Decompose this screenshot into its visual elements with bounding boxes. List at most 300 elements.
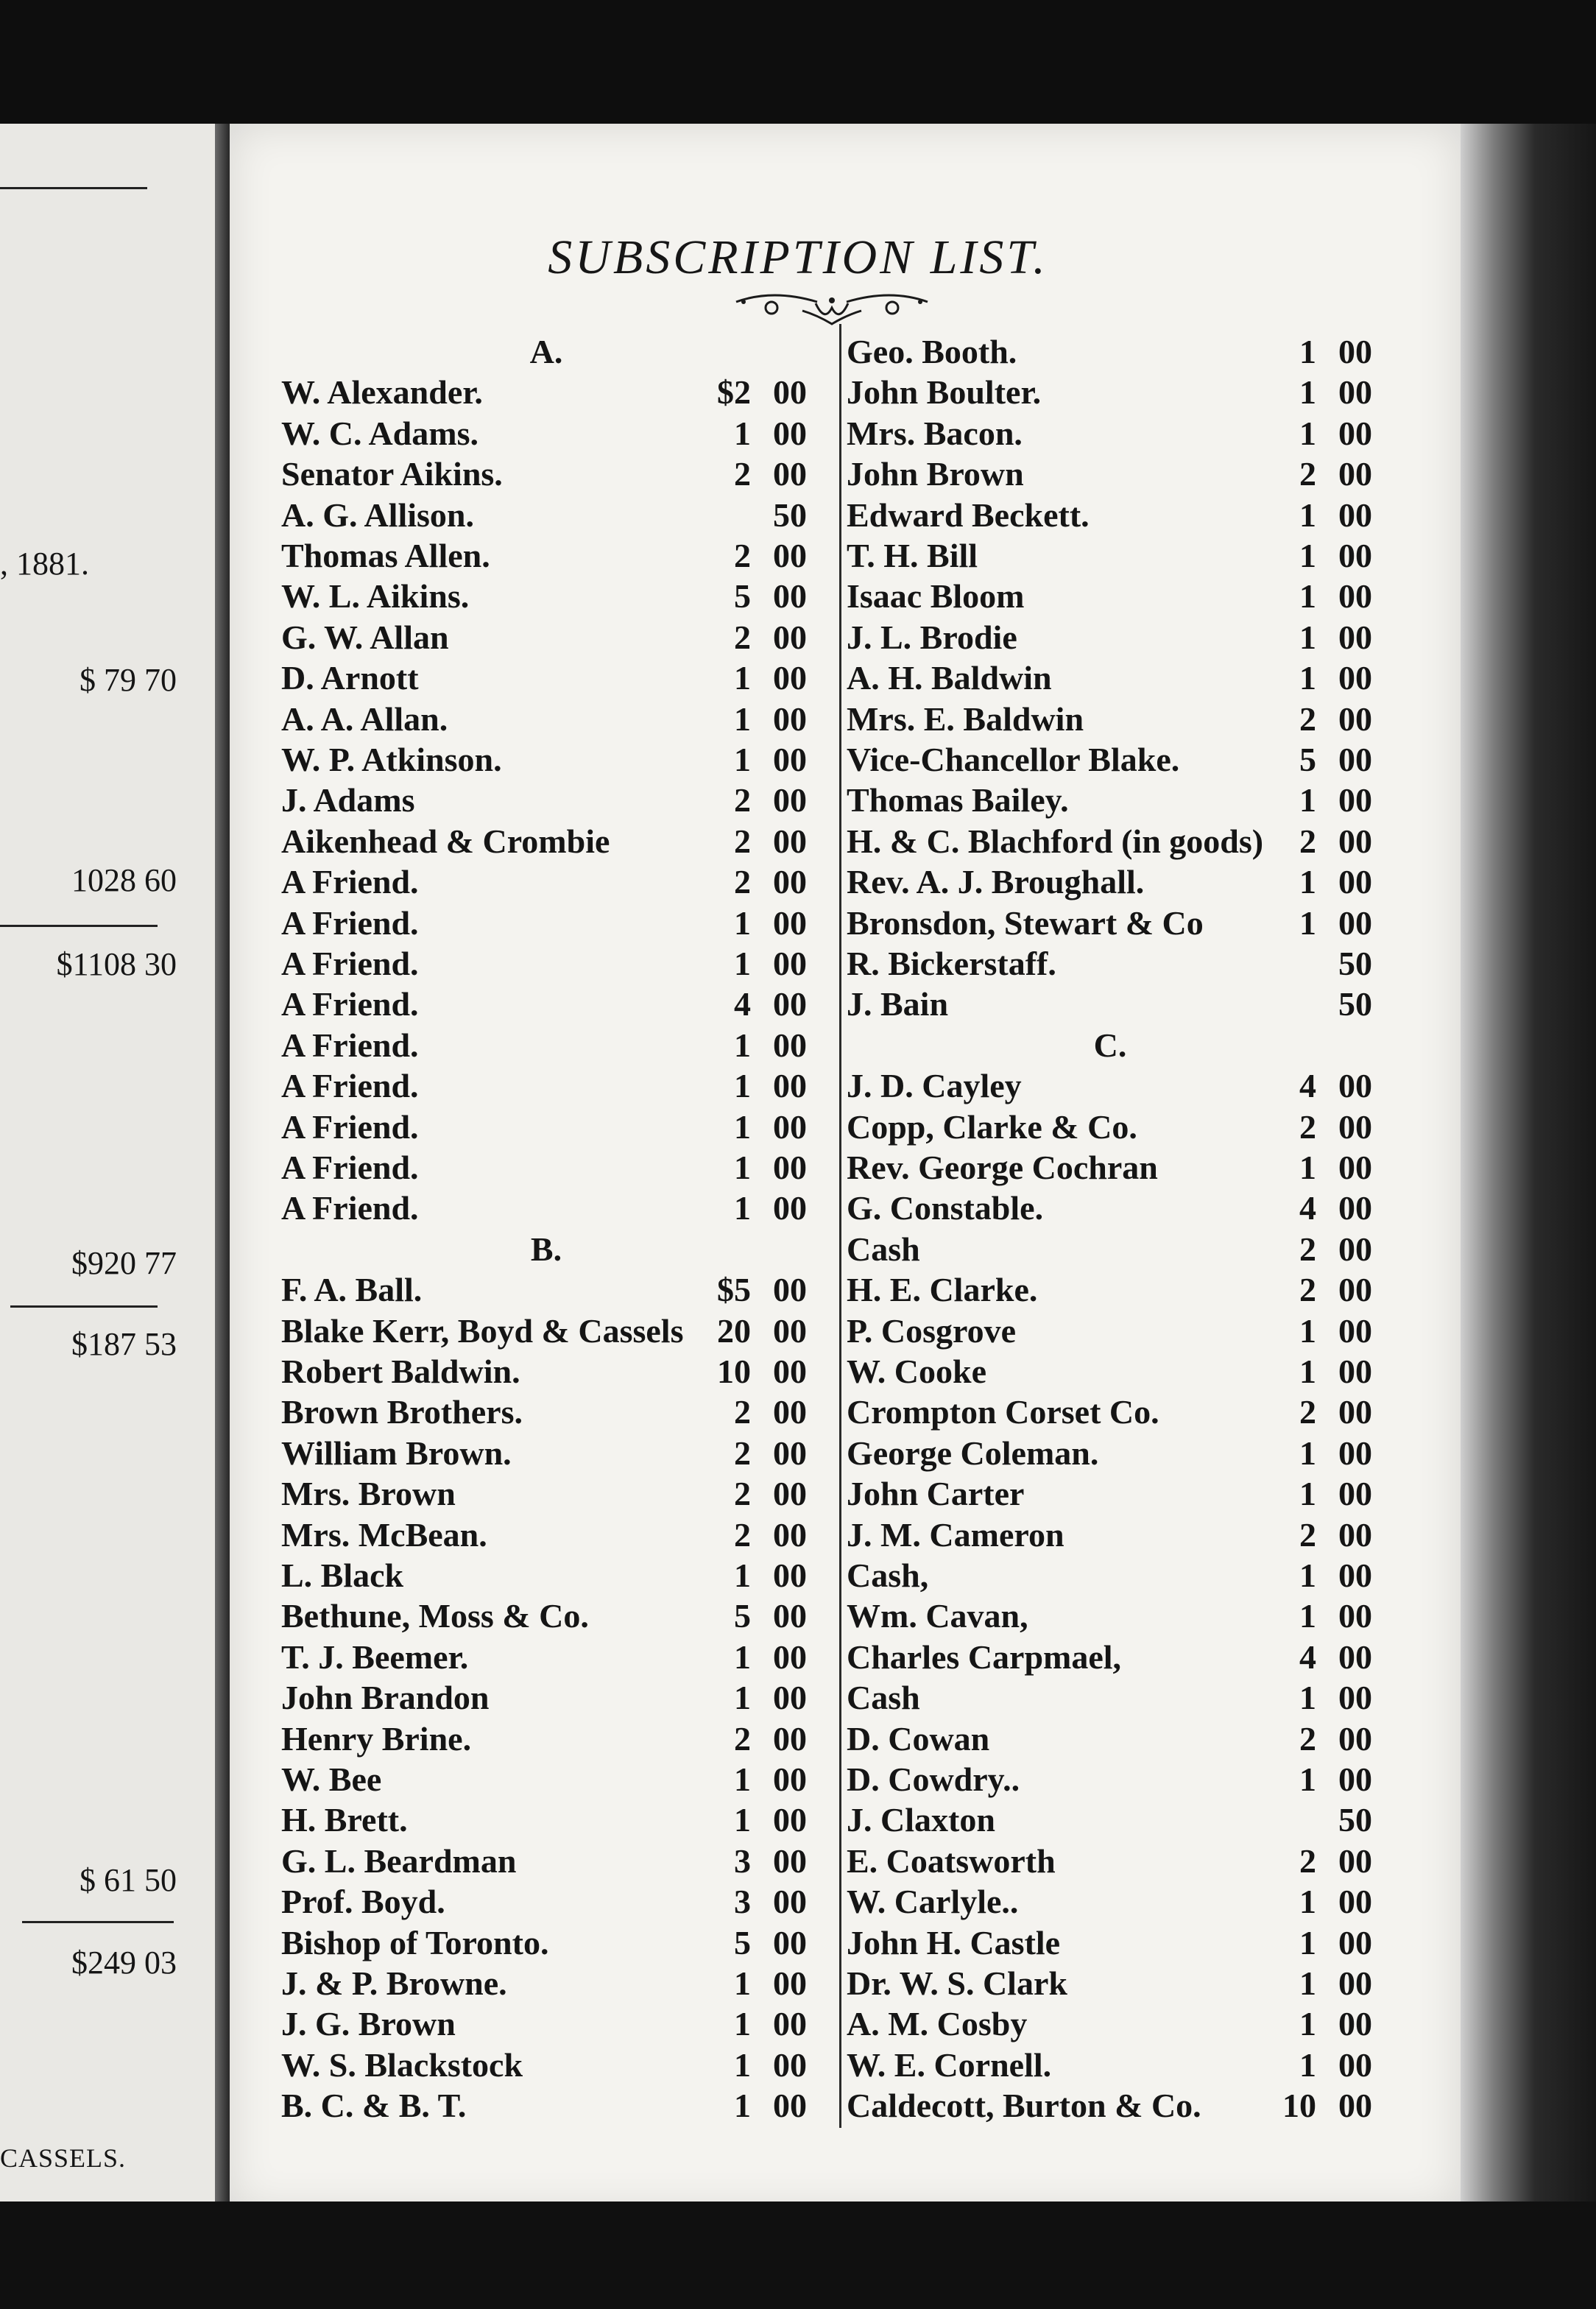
amount-cents: 00	[773, 1434, 807, 1472]
amount-dollars: 2	[734, 1720, 751, 1758]
left-amount: $1108 30	[56, 946, 177, 982]
amount-cents: 50	[1338, 1801, 1372, 1839]
subscriber-name: J. D. Cayley	[847, 1067, 1022, 1104]
amount-dollars: 4	[1299, 1638, 1316, 1676]
amount-dollars: 2	[1299, 455, 1316, 493]
subscription-row	[281, 1677, 807, 1718]
subscription-row	[847, 821, 1372, 861]
amount-cents: 00	[773, 1067, 807, 1104]
amount-cents: 00	[773, 2005, 807, 2042]
amount-cents: 00	[773, 700, 807, 738]
subscriber-name: Charles Carpmael,	[847, 1638, 1122, 1676]
amount-dollars: 1	[1299, 415, 1316, 452]
amount-cents: 00	[1338, 781, 1372, 819]
amount-dollars: 5	[1299, 741, 1316, 778]
subscription-row	[281, 1963, 807, 2003]
subscription-row	[847, 1269, 1372, 1310]
amount-dollars: 3	[734, 1842, 751, 1880]
subscription-row	[847, 1881, 1372, 1922]
amount-cents: 00	[773, 1516, 807, 1554]
subscriber-name: A. A. Allan.	[281, 700, 448, 738]
amount-cents: 50	[1338, 985, 1372, 1023]
subscriber-name: Crompton Corset Co.	[847, 1393, 1159, 1431]
amount-dollars: 2	[734, 537, 751, 574]
subscription-row	[847, 576, 1372, 616]
subscriber-name: Robert Baldwin.	[281, 1353, 520, 1390]
subscription-row	[281, 1922, 807, 1963]
subscription-row	[281, 1718, 807, 1759]
amount-cents: 00	[1338, 577, 1372, 615]
amount-dollars: 1	[1299, 904, 1316, 942]
amount-dollars: 1	[734, 1108, 751, 1146]
amount-dollars: 1	[1299, 1597, 1316, 1635]
amount-cents: 00	[1338, 1475, 1372, 1512]
subscription-row	[281, 1759, 807, 1799]
subscription-row	[847, 331, 1372, 372]
subscription-row	[281, 658, 807, 698]
amount-dollars: 2	[734, 822, 751, 860]
subscription-row	[281, 1147, 807, 1188]
amount-cents: 00	[773, 1679, 807, 1716]
amount-cents: 00	[773, 781, 807, 819]
subscriber-name: A Friend.	[281, 985, 419, 1023]
subscription-row	[847, 413, 1372, 454]
subscription-row	[281, 739, 807, 780]
subscriber-name: J. Adams	[281, 781, 415, 819]
amount-dollars: 4	[1299, 1189, 1316, 1227]
subscription-row	[281, 1515, 807, 1555]
subscription-row	[281, 1433, 807, 1473]
subscriber-name: J. Claxton	[847, 1801, 995, 1839]
amount-cents: 00	[773, 2087, 807, 2124]
amount-dollars: 1	[1299, 618, 1316, 656]
amount-cents: 00	[1338, 1720, 1372, 1758]
amount-cents: 00	[1338, 863, 1372, 900]
amount-cents: 00	[773, 618, 807, 656]
subscription-row	[847, 1841, 1372, 1881]
subscriber-name: J. & P. Browne.	[281, 1964, 507, 2002]
section-heading: C.	[1093, 1026, 1127, 1064]
amount-cents: 00	[1338, 1516, 1372, 1554]
subscription-row	[847, 1922, 1372, 1963]
subscription-row	[847, 780, 1372, 820]
amount-dollars: 1	[734, 1964, 751, 2002]
subscription-row	[847, 1677, 1372, 1718]
amount-cents: 00	[1338, 455, 1372, 493]
subscription-row	[847, 2045, 1372, 2085]
subscription-row	[847, 372, 1372, 412]
amount-dollars: 1	[734, 2046, 751, 2084]
amount-cents: 00	[773, 659, 807, 697]
amount-cents: 00	[1338, 741, 1372, 778]
amount-cents: 00	[1338, 1557, 1372, 1594]
subscriber-name: W. Bee	[281, 1760, 382, 1798]
subscriber-name: F. A. Ball.	[281, 1271, 423, 1308]
subscription-row	[281, 617, 807, 658]
subscriber-name: John Brandon	[281, 1679, 490, 1716]
subscription-row	[281, 2045, 807, 2085]
subscriber-name: G. L. Beardman	[281, 1842, 517, 1880]
amount-cents: 00	[1338, 1393, 1372, 1431]
subscriber-name: Dr. W. S. Clark	[847, 1964, 1067, 2002]
subscription-row	[281, 2003, 807, 2044]
amount-dollars: $5	[717, 1271, 751, 1308]
subscription-row	[281, 1188, 807, 1228]
amount-cents: 00	[773, 1475, 807, 1512]
subscriber-name: Senator Aikins.	[281, 455, 503, 493]
subscriber-name: G. W. Allan	[281, 618, 449, 656]
amount-dollars: 1	[734, 1801, 751, 1839]
amount-dollars: 1	[1299, 781, 1316, 819]
amount-dollars: 20	[717, 1312, 751, 1350]
amount-cents: 00	[773, 1842, 807, 1880]
amount-cents: 00	[773, 863, 807, 900]
amount-cents: 00	[1338, 1108, 1372, 1146]
amount-cents: 00	[773, 822, 807, 860]
subscriber-name: Vice-Chancellor Blake.	[847, 741, 1180, 778]
amount-dollars: 2	[1299, 1720, 1316, 1758]
subscriber-name: Blake Kerr, Boyd & Cassels	[281, 1312, 684, 1350]
subscription-row	[847, 535, 1372, 576]
subscriber-name: J. M. Cameron	[847, 1516, 1064, 1554]
amount-cents: 00	[1338, 1149, 1372, 1186]
subscriber-name: A Friend.	[281, 1189, 419, 1227]
amount-dollars: 1	[1299, 863, 1316, 900]
amount-cents: 00	[773, 1760, 807, 1798]
amount-cents: 00	[773, 1720, 807, 1758]
amount-dollars: 4	[734, 985, 751, 1023]
amount-cents: 00	[773, 577, 807, 615]
subscription-row	[847, 1596, 1372, 1636]
subscriber-name: J. G. Brown	[281, 2005, 456, 2042]
amount-dollars: 1	[734, 1026, 751, 1064]
amount-dollars: 1	[1299, 577, 1316, 615]
amount-dollars: 2	[1299, 1108, 1316, 1146]
subscriber-name: J. L. Brodie	[847, 618, 1017, 656]
amount-cents: 00	[1338, 1271, 1372, 1308]
amount-cents: 00	[1338, 1434, 1372, 1472]
amount-dollars: 1	[1299, 2005, 1316, 2042]
subscription-row	[281, 1596, 807, 1636]
amount-dollars: 2	[1299, 1230, 1316, 1268]
amount-cents: 00	[1338, 333, 1372, 370]
subscriber-name: W. L. Aikins.	[281, 577, 470, 615]
amount-cents: 00	[773, 1271, 807, 1308]
subscriber-name: John Carter	[847, 1475, 1025, 1512]
amount-dollars: 1	[1299, 1924, 1316, 1961]
amount-dollars: 1	[1299, 1760, 1316, 1798]
rule-line	[10, 1305, 158, 1308]
subscriber-name: A Friend.	[281, 904, 419, 942]
subscriber-name: D. Arnott	[281, 659, 419, 697]
subscriber-name: Bishop of Toronto.	[281, 1924, 549, 1961]
amount-dollars: 5	[734, 577, 751, 615]
amount-cents: 00	[773, 1638, 807, 1676]
subscriber-name: Copp, Clarke & Co.	[847, 1108, 1137, 1146]
page-edge-shadow	[1461, 124, 1596, 2212]
amount-dollars: 1	[1299, 2046, 1316, 2084]
subscription-row	[281, 1881, 807, 1922]
amount-dollars: 1	[734, 415, 751, 452]
amount-dollars: 1	[1299, 496, 1316, 534]
subscriber-name: Isaac Bloom	[847, 577, 1025, 615]
amount-dollars: 1	[1299, 1883, 1316, 1920]
subscription-row	[847, 903, 1372, 943]
subscription-row	[847, 1637, 1372, 1677]
subscription-row	[281, 372, 807, 412]
subscription-row	[847, 861, 1372, 902]
subscription-row	[847, 1555, 1372, 1596]
subscriber-name: A Friend.	[281, 1067, 419, 1104]
subscription-row	[847, 617, 1372, 658]
amount-cents: 00	[1338, 1189, 1372, 1227]
subscription-row	[281, 903, 807, 943]
subscription-row	[281, 821, 807, 861]
amount-cents: 00	[1338, 2046, 1372, 2084]
title-ornament-icon	[729, 286, 935, 330]
subscriber-name: Wm. Cavan,	[847, 1597, 1028, 1635]
subscription-row	[847, 454, 1372, 494]
subscription-row	[281, 1799, 807, 1840]
amount-cents: 00	[773, 741, 807, 778]
amount-cents: 00	[1338, 1638, 1372, 1676]
subscriber-name: L. Black	[281, 1557, 404, 1594]
amount-dollars: 1	[734, 659, 751, 697]
subscription-row	[847, 1718, 1372, 1759]
amount-cents: 50	[773, 496, 807, 534]
subscription-row	[281, 1473, 807, 1514]
subscription-row	[847, 699, 1372, 739]
subscriber-name: W. E. Cornell.	[847, 2046, 1052, 2084]
subscriber-name: A Friend.	[281, 863, 419, 900]
amount-cents: 00	[773, 1189, 807, 1227]
left-footer-text: CASSELS.	[0, 2143, 127, 2173]
subscription-row	[847, 1799, 1372, 1840]
amount-cents: 00	[773, 1108, 807, 1146]
amount-cents: 00	[1338, 1964, 1372, 2002]
subscription-row	[847, 2085, 1372, 2126]
amount-cents: 00	[1338, 1883, 1372, 1920]
column-divider	[839, 324, 841, 2128]
subscriber-name: Thomas Bailey.	[847, 781, 1069, 819]
subscription-row	[281, 699, 807, 739]
subscriber-name: Rev. A. J. Broughall.	[847, 863, 1145, 900]
amount-dollars: 2	[734, 618, 751, 656]
amount-dollars: 4	[1299, 1067, 1316, 1104]
amount-dollars: 1	[1299, 1475, 1316, 1512]
subscription-row	[281, 1025, 807, 1065]
subscription-row	[847, 943, 1372, 984]
amount-dollars: 2	[1299, 1271, 1316, 1308]
subscriber-name: John H. Castle	[847, 1924, 1061, 1961]
subscriber-name: Mrs. Brown	[281, 1475, 456, 1512]
subscriber-name: Bronsdon, Stewart & Co	[847, 904, 1204, 942]
amount-dollars: 1	[734, 741, 751, 778]
subscription-row	[847, 1188, 1372, 1228]
subscriber-name: Aikenhead & Crombie	[281, 822, 610, 860]
amount-dollars: 1	[1299, 1679, 1316, 1716]
amount-cents: 00	[773, 945, 807, 982]
amount-cents: 00	[1338, 1597, 1372, 1635]
subscriber-name: A. G. Allison.	[281, 496, 475, 534]
subscriber-name: G. Constable.	[847, 1189, 1044, 1227]
subscriber-name: Cash	[847, 1230, 920, 1268]
amount-cents: 00	[773, 537, 807, 574]
subscriber-name: R. Bickerstaff.	[847, 945, 1056, 982]
subscription-row	[281, 1269, 807, 1310]
left-amount: $920 77	[71, 1245, 177, 1281]
subscription-row	[281, 1392, 807, 1432]
amount-cents: 00	[1338, 496, 1372, 534]
scan-background-bottom	[0, 2202, 1596, 2309]
amount-dollars: 1	[1299, 373, 1316, 411]
rule-line	[22, 1921, 174, 1923]
subscription-row	[281, 1841, 807, 1881]
subscriber-name: John Brown	[847, 455, 1024, 493]
amount-cents: 00	[1338, 1842, 1372, 1880]
subscriber-name: Edward Beckett.	[847, 496, 1090, 534]
amount-dollars: 1	[734, 1149, 751, 1186]
subscriber-name: A Friend.	[281, 1026, 419, 1064]
amount-dollars: 2	[1299, 700, 1316, 738]
subscription-row	[281, 1107, 807, 1147]
subscription-row	[281, 413, 807, 454]
amount-dollars: 5	[734, 1924, 751, 1961]
amount-cents: 00	[1338, 415, 1372, 452]
subscription-row	[847, 1433, 1372, 1473]
amount-cents: 00	[773, 904, 807, 942]
amount-cents: 00	[1338, 2087, 1372, 2124]
year-fragment: , 1881.	[0, 546, 89, 582]
subscription-row	[847, 1351, 1372, 1392]
amount-dollars: 5	[734, 1597, 751, 1635]
amount-cents: 00	[1338, 1353, 1372, 1390]
rule-line	[0, 187, 147, 189]
subscriber-name: Rev. George Cochran	[847, 1149, 1158, 1186]
subscription-row	[847, 2003, 1372, 2044]
subscription-row	[847, 1065, 1372, 1106]
left-amount: $ 61 50	[80, 1862, 177, 1898]
amount-cents: 00	[1338, 1067, 1372, 1104]
left-amount: $ 79 70	[80, 662, 177, 698]
amount-cents: 00	[1338, 2005, 1372, 2042]
rule-line	[0, 925, 158, 927]
subscriber-name: John Boulter.	[847, 373, 1042, 411]
amount-cents: 00	[1338, 904, 1372, 942]
subscriber-name: Geo. Booth.	[847, 333, 1017, 370]
amount-cents: 00	[773, 415, 807, 452]
subscription-row	[281, 1351, 807, 1392]
subscriber-name: D. Cowan	[847, 1720, 990, 1758]
amount-dollars: 2	[734, 1475, 751, 1512]
subscriber-name: W. Alexander.	[281, 373, 483, 411]
amount-dollars: 1	[1299, 1964, 1316, 2002]
section-heading: B.	[530, 1230, 562, 1268]
subscriber-name: Cash,	[847, 1557, 929, 1594]
amount-dollars: 1	[734, 1638, 751, 1676]
amount-cents: 00	[773, 1557, 807, 1594]
amount-dollars: 2	[734, 1516, 751, 1554]
amount-cents: 00	[773, 2046, 807, 2084]
amount-cents: 00	[773, 1353, 807, 1390]
amount-dollars: 1	[1299, 659, 1316, 697]
amount-dollars: 2	[1299, 1516, 1316, 1554]
amount-cents: 00	[773, 1312, 807, 1350]
subscriber-name: A Friend.	[281, 945, 419, 982]
subscriber-name: Caldecott, Burton & Co.	[847, 2087, 1201, 2124]
subscriber-name: Bethune, Moss & Co.	[281, 1597, 589, 1635]
subscription-row	[847, 1392, 1372, 1432]
amount-dollars: 10	[717, 1353, 751, 1390]
amount-dollars: 1	[734, 1557, 751, 1594]
amount-dollars: 1	[734, 904, 751, 942]
subscriber-name: Brown Brothers.	[281, 1393, 523, 1431]
amount-dollars: 1	[1299, 1353, 1316, 1390]
amount-cents: 00	[773, 373, 807, 411]
subscriber-name: A Friend.	[281, 1108, 419, 1146]
section-heading: A.	[529, 333, 563, 370]
amount-dollars: 2	[734, 455, 751, 493]
amount-cents: 00	[1338, 1924, 1372, 1961]
left-amount: $187 53	[71, 1326, 177, 1362]
amount-cents: 00	[773, 1393, 807, 1431]
subscriber-name: George Coleman.	[847, 1434, 1099, 1472]
subscriber-name: Prof. Boyd.	[281, 1883, 445, 1920]
amount-cents: 00	[1338, 1312, 1372, 1350]
amount-dollars: 1	[734, 1679, 751, 1716]
subscription-row	[281, 943, 807, 984]
subscription-row	[281, 2085, 807, 2126]
subscriber-name: A Friend.	[281, 1149, 419, 1186]
amount-dollars: 1	[734, 2005, 751, 2042]
subscription-row	[281, 1311, 807, 1351]
amount-dollars: 2	[1299, 1393, 1316, 1431]
subscription-row	[847, 739, 1372, 780]
amount-cents: 00	[1338, 1230, 1372, 1268]
amount-dollars: 1	[734, 1189, 751, 1227]
subscriber-name: B. C. & B. T.	[281, 2087, 467, 2124]
amount-dollars: 1	[1299, 537, 1316, 574]
amount-dollars: 1	[1299, 1312, 1316, 1350]
subscriber-name: W. Cooke	[847, 1353, 986, 1390]
subscriber-name: Henry Brine.	[281, 1720, 472, 1758]
scan-background-top	[0, 0, 1596, 125]
amount-dollars: 1	[1299, 333, 1316, 370]
subscriber-name: H. E. Clarke.	[847, 1271, 1038, 1308]
amount-dollars: 1	[1299, 1434, 1316, 1472]
subscriber-name: W. C. Adams.	[281, 415, 479, 452]
subscription-row	[281, 861, 807, 902]
subscription-row	[847, 1147, 1372, 1188]
subscriber-name: T. H. Bill	[847, 537, 978, 574]
amount-dollars: 2	[1299, 822, 1316, 860]
amount-dollars: 1	[734, 1760, 751, 1798]
amount-cents: 00	[773, 985, 807, 1023]
amount-cents: 00	[773, 1026, 807, 1064]
subscription-row	[847, 1963, 1372, 2003]
subscriber-name: W. P. Atkinson.	[281, 741, 502, 778]
subscriber-name: J. Bain	[847, 985, 949, 1023]
subscriber-name: H. Brett.	[281, 1801, 408, 1839]
subscription-row	[847, 1759, 1372, 1799]
subscriber-name: W. S. Blackstock	[281, 2046, 523, 2084]
subscriber-name: E. Coatsworth	[847, 1842, 1056, 1880]
amount-cents: 00	[773, 455, 807, 493]
subscriber-name: William Brown.	[281, 1434, 512, 1472]
amount-dollars: 2	[734, 1434, 751, 1472]
subscription-row	[281, 1065, 807, 1106]
amount-dollars: 2	[734, 863, 751, 900]
